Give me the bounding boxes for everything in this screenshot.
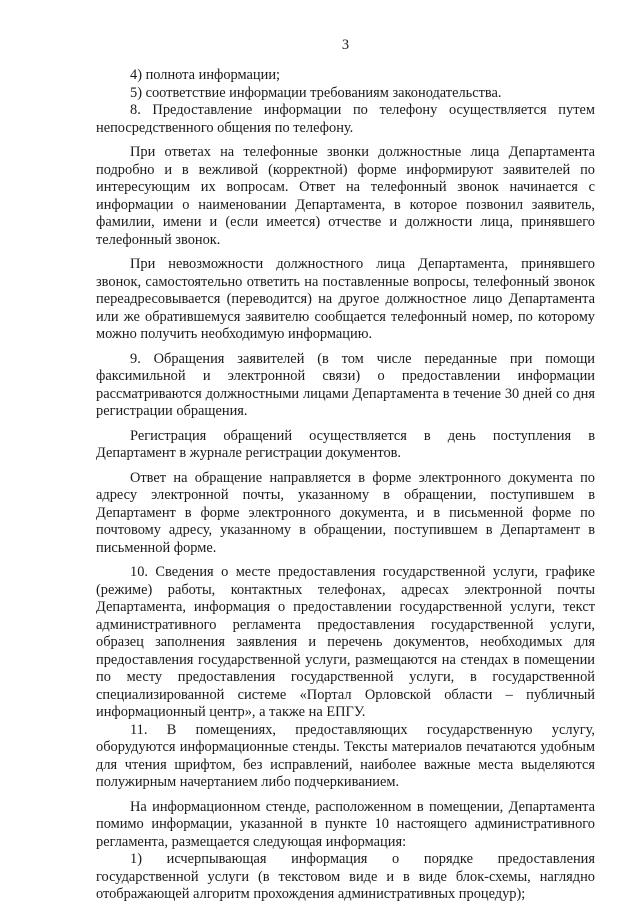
paragraph-item-5: 5) соответствие информации требованиям законодательства. <box>130 84 502 101</box>
paragraph-8-phone: 8. Предоставление информации по телефону осуществляется путем непосредственного общения по телефону. <box>96 102 595 136</box>
paragraph-item-4: 4) полнота информации; <box>130 67 281 83</box>
paragraph-10-info: 10. Сведения о месте предоставления государственной услуги, графике (режиме) работы, контактных телефонах, адресах электронной почты Департамента, информация о предоставлении государственной услуги, текст административного регламента предоставления государственной услуги, образец заполнения заявления и перечень документов, необходимых для предоставления государственной услуги, размещаются на стендах в помещении по месту предоставления государственной услуги, в государственной специализированной системе «Портал Орловской области – публичный информационный центр», а также на ЕПГУ. <box>96 564 595 720</box>
paragraph-registration: Регистрация обращений осуществляется в день поступления в Департамент в журнале регистрации документов. <box>96 427 595 461</box>
paragraph-call-redirect: При невозможности должностного лица Департамента, принявшего звонок, самостоятельно ответить на поставленные вопросы, телефонный звонок переадресовывается (переводится) на другое должностное лицо Департамента или же обратившемуся заявителю сообщается телефонный номер, по которому можно получить необходимую информацию. <box>96 256 595 342</box>
paragraph-phone-answers: При ответах на телефонные звонки должностные лица Департамента подробно и в вежливой (корректной) форме информируют заявителей по интересующим их вопросам. Ответ на телефонный звонок начинается с информации о наименовании Департамента, в которое позвонил заявитель, фамилии, имени и (если имеется) отчестве и должности лица, принявшего телефонный звонок. <box>96 144 595 248</box>
paragraph-11-stands: 11. В помещениях, предоставляющих государственную услугу, оборудуются информационные стенды. Тексты материалов печатаются удобным для чтения шрифтом, без исправлений, наиболее важные места выделяются полужирным начертанием либо подчеркиванием. <box>96 721 595 790</box>
paragraph-response: Ответ на обращение направляется в форме электронного документа по адресу электронной почты, указанному в обращении, поступившем в Департамент в форме электронного документа, и в письменной форме по почтовому адресу, указанному в обращении, поступившем в Департамент в письменной форме. <box>96 469 595 556</box>
paragraph-9-requests: 9. Обращения заявителей (в том числе переданные при помощи факсимильной и электронной связи) о предоставлении информации рассматриваются должностными лицами Департамента в течение 30 дней со дня регистрации обращения. <box>96 350 595 419</box>
paragraph-list-item-1: 1) исчерпывающая информация о порядке предоставления государственной услуги (в текстовом виде и в виде блок-схемы, наглядно отображающей алгоритм прохождения административных процедур); <box>96 851 595 902</box>
paragraph-stand-info: На информационном стенде, расположенном в помещении, Департамента помимо информации, указанной в пункте 10 настоящего административного регламента, размещается следующая информация: <box>96 798 595 850</box>
page-number: 3 <box>341 37 350 53</box>
